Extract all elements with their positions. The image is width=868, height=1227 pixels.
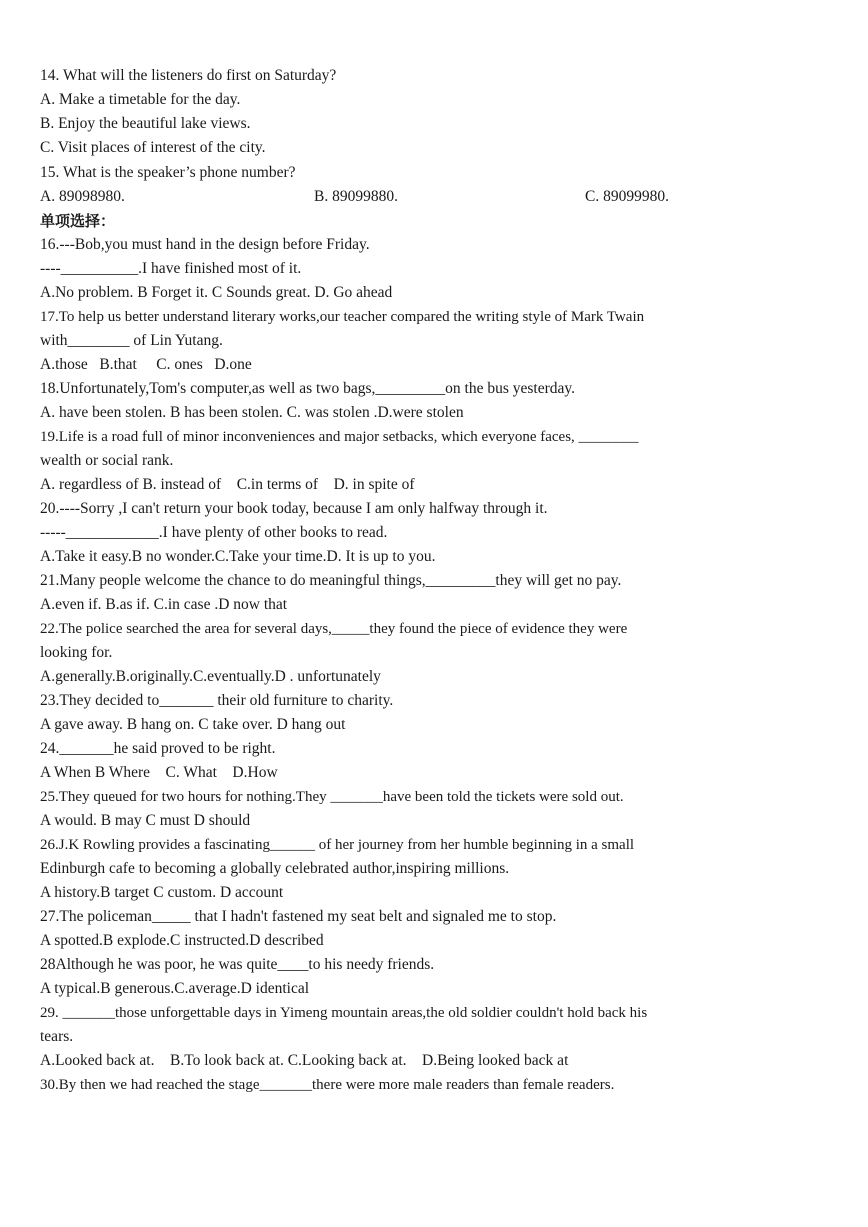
question-16: 16.---Bob,you must hand in the design before Friday.: [40, 236, 370, 253]
question-21: 21.Many people welcome the chance to do meaningful things,_________they will get no pay.: [40, 572, 622, 589]
option-line: A.even if. B.as if. C.in case .D now that: [40, 596, 288, 613]
option-line: A.generally.B.originally.C.eventually.D . unfortunately: [40, 668, 381, 685]
option-line: B. Enjoy the beautiful lake views.: [40, 115, 251, 132]
question-line: wealth or social rank.: [40, 452, 174, 469]
question-29: 29. _______those unforgettable days in Yimeng mountain areas,the old soldier couldn't hold back his: [40, 1005, 648, 1021]
option-line: A When B Where C. What D.How: [40, 764, 278, 781]
question-line: with________ of Lin Yutang.: [40, 332, 223, 349]
question-line: ----__________.I have finished most of it.: [40, 260, 302, 277]
question-27: 27.The policeman_____ that I hadn't fastened my seat belt and signaled me to stop.: [40, 908, 557, 925]
option-line: A. regardless of B. instead of C.in terms of D. in spite of: [40, 476, 415, 493]
question-20: 20.----Sorry ,I can't return your book today, because I am only halfway through it.: [40, 500, 548, 517]
question-19: 19.Life is a road full of minor inconveniences and major setbacks, which everyone faces, ________: [40, 429, 639, 445]
option-line: A.Take it easy.B no wonder.C.Take your time.D. It is up to you.: [40, 548, 436, 565]
section-heading: 单项选择：: [40, 212, 116, 230]
option-b: B. 89099880.: [314, 188, 398, 205]
question-18: 18.Unfortunately,Tom's computer,as well as two bags,_________on the bus yesterday.: [40, 380, 576, 397]
option-line: C. Visit places of interest of the city.: [40, 139, 266, 156]
option-line: A.No problem. B Forget it. C Sounds great. D. Go ahead: [40, 284, 393, 301]
question-line: Edinburgh cafe to becoming a globally celebrated author,inspiring millions.: [40, 860, 510, 877]
option-line: A spotted.B explode.C instructed.D described: [40, 932, 324, 949]
question-14: 14. What will the listeners do first on Saturday?: [40, 67, 337, 84]
question-23: 23.They decided to_______ their old furniture to charity.: [40, 692, 394, 709]
question-line: looking for.: [40, 644, 113, 661]
option-line: A. have been stolen. B has been stolen. C. was stolen .D.were stolen: [40, 404, 464, 421]
option-line: A history.B target C custom. D account: [40, 884, 284, 901]
question-15: 15. What is the speaker’s phone number?: [40, 164, 296, 181]
question-line: tears.: [40, 1028, 74, 1045]
question-line: -----____________.I have plenty of other books to read.: [40, 524, 388, 541]
question-28: 28Although he was poor, he was quite____to his needy friends.: [40, 956, 435, 973]
option-line: A. Make a timetable for the day.: [40, 91, 241, 108]
question-17: 17.To help us better understand literary works,our teacher compared the writing style of Mark Twain: [40, 309, 645, 325]
question-25: 25.They queued for two hours for nothing.They _______have been told the tickets were sold out.: [40, 789, 624, 805]
question-26: 26.J.K Rowling provides a fascinating______ of her journey from her humble beginning in a small: [40, 837, 635, 853]
option-a: A. 89098980.: [40, 188, 125, 205]
option-line: A.Looked back at. B.To look back at. C.Looking back at. D.Being looked back at: [40, 1052, 569, 1069]
option-c: C. 89099980.: [585, 188, 669, 205]
option-line: A typical.B generous.C.average.D identical: [40, 980, 310, 997]
option-line: A would. B may C must D should: [40, 812, 251, 829]
option-line: A.those B.that C. ones D.one: [40, 356, 252, 373]
option-line: A gave away. B hang on. C take over. D hang out: [40, 716, 346, 733]
question-30: 30.By then we had reached the stage_______there were more male readers than female readers.: [40, 1077, 615, 1093]
question-24: 24._______he said proved to be right.: [40, 740, 276, 757]
question-22: 22.The police searched the area for several days,_____they found the piece of evidence they were: [40, 621, 628, 637]
